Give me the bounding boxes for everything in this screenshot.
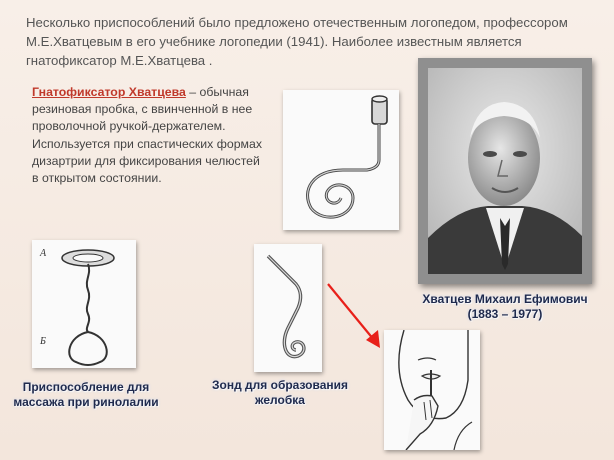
gnathofixator-term: Гнатофиксатор Хватцева	[32, 85, 186, 99]
massage-caption: Приспособление для массажа при ринолалии	[13, 380, 159, 409]
usage-drawing	[384, 330, 480, 450]
probe-drawing	[254, 244, 322, 372]
massage-device-drawing	[32, 240, 136, 368]
label-a: А	[40, 248, 47, 259]
probe-caption: Зонд для образования желобка	[211, 378, 349, 407]
massage-device-image	[32, 240, 136, 368]
gnathofixator-description	[32, 84, 262, 187]
portrait-photo	[428, 68, 582, 274]
portrait-frame	[418, 58, 592, 284]
intro-text: Несколько приспособлений было предложено отечественным логопедом, профессором М.Е.Хватцевым в его учебнике логопедии (1941). Наиболее известным является гнатофиксатор М.Е.Хватцева .	[26, 15, 568, 68]
probe-image	[254, 244, 322, 372]
portrait-years: (1883 – 1977)	[467, 307, 543, 321]
label-b: Б	[40, 336, 46, 347]
gnathofixator-text: – обычная резиновая пробка, с ввинченной в нее проволочной ручкой-держателем. Используется при спастических формах дизартрии для фиксирования челюстей в открытом состоянии.	[32, 85, 262, 186]
gnathofixator-drawing	[283, 90, 399, 230]
portrait-caption	[412, 292, 598, 322]
red-arrow-icon	[322, 278, 388, 354]
portrait-name: Хватцев Михаил Ефимович	[422, 292, 588, 306]
gnathofixator-image	[283, 90, 399, 230]
usage-image	[384, 330, 480, 450]
